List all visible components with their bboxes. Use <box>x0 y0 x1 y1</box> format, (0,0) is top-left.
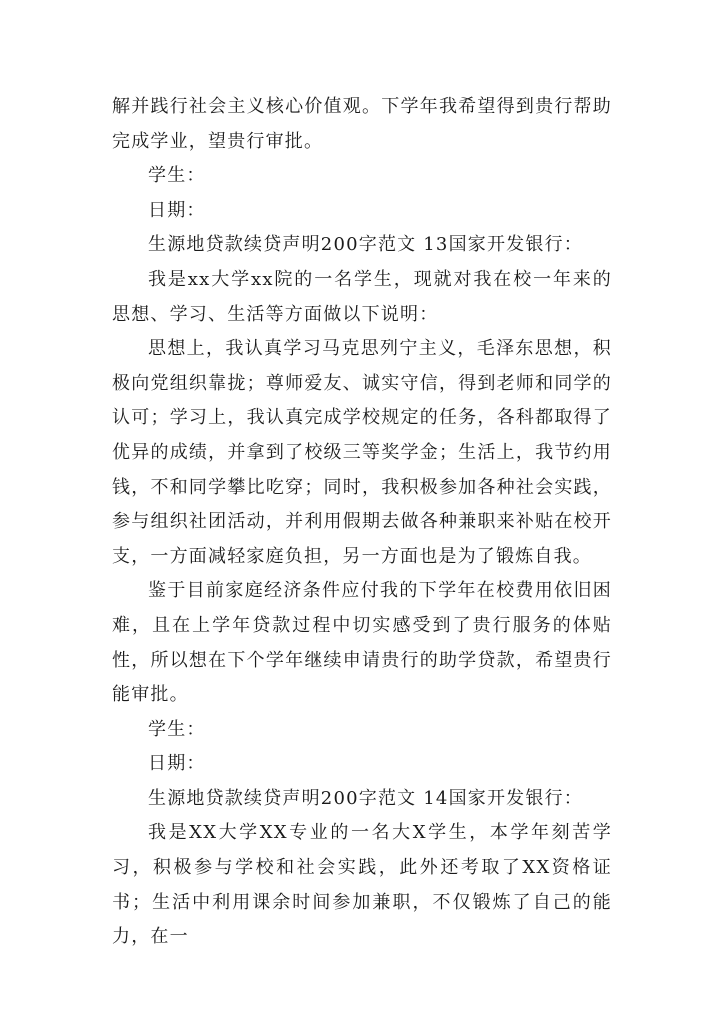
paragraph-intro: 我是XX大学XX专业的一名大X学生，本学年刻苦学习，积极参与学校和社会实践，此外还考取了XX资格证书；生活中利用课余时间参加兼职，不仅锻炼了自己的能力，在一 <box>112 822 612 948</box>
paragraph-request: 鉴于目前家庭经济条件应付我的下学年在校费用依旧困难，且在上学年贷款过程中切实感受到了贵行服务的体贴性，所以想在下个学年继续申请贵行的助学贷款，希望贵行能审批。 <box>112 580 612 706</box>
paragraph-intro: 我是xx大学xx院的一名学生，现就对我在校一年来的思想、学习、生活等方面做以下说明： <box>112 268 612 325</box>
paragraph-thought-study-life: 思想上，我认真学习马克思列宁主义，毛泽东思想，积极向党组织靠拢；尊师爱友、诚实守信，得到老师和同学的认可；学习上，我认真完成学校规定的任务，各科都取得了优异的成绩，并拿到了校级三等奖学金；生活上，我节约用钱，不和同学攀比吃穿；同时，我积极参加各种社会实践，参与组织社团活动，并利用假期去做各种兼职来补贴在校开支，一方面减轻家庭负担，另一方面也是为了锻炼自我。 <box>112 338 612 567</box>
sample-heading-14: 生源地贷款续贷声明200字范文 14国家开发银行： <box>148 787 583 809</box>
paragraph-continuation: 解并践行社会主义核心价值观。下学年我希望得到贵行帮助完成学业，望贵行审批。 <box>112 96 612 152</box>
student-signature-line: 学生： <box>148 718 206 740</box>
student-signature-line: 学生： <box>148 165 206 187</box>
date-line: 日期： <box>148 199 206 221</box>
document-body <box>112 90 612 955</box>
sample-heading-13: 生源地贷款续贷声明200字范文 13国家开发银行： <box>148 234 583 256</box>
date-line: 日期： <box>148 753 206 775</box>
